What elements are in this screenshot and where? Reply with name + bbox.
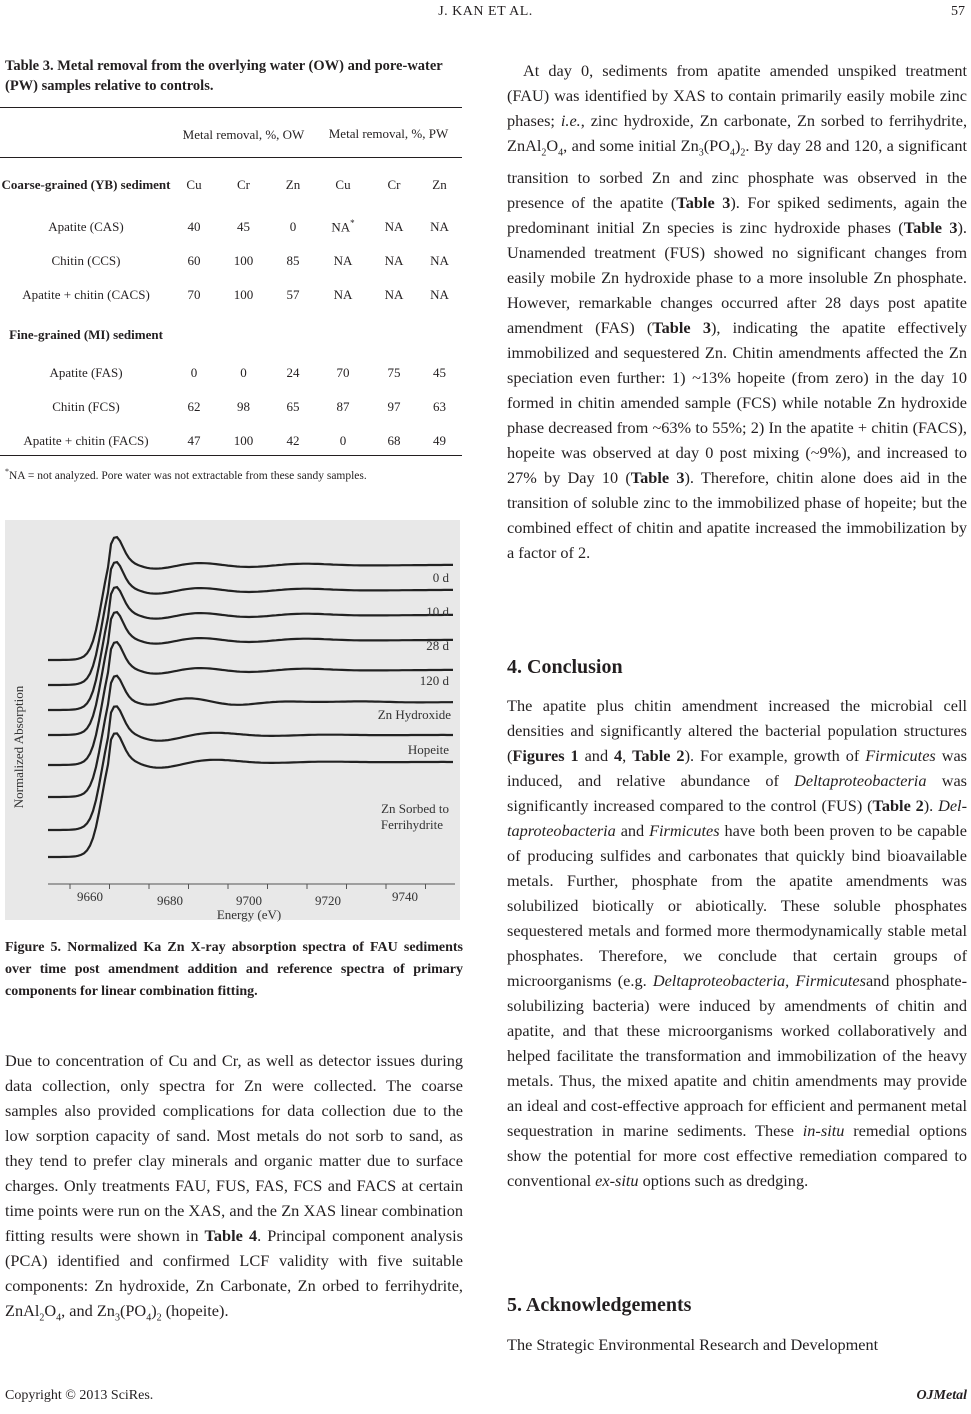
left-paragraph: Due to concentration of Cu and Cr, as well as detector issues during data collection, only spectra for Zn were collected. The coarse samples also provided complications for data collection due to the low sorption capacity of sand. Most metals do not sorb to sand, as they tend to prefer clay minerals and organic matter due to surface charges. Only treatments FAU, FUS, FAS, FCS and FACS at certain time points were run on the XAS, and the Zn XAS linear combination fitting results were shown in Table 4. Principal component analysis (PCA) identified and confirmed LCF validity with five suitable components: Zn hydroxide, Zn Carbonate, Zn orbed to ferrihydrite, $ZnAl_2O_4$, and $Zn_3(PO_4)_2$ (hopeite).	[5, 1051, 463, 1324]
section-label: Coarse-grained (YB) sediment	[1, 177, 171, 192]
header-ow: Metal removal, %, OW	[182, 126, 305, 142]
table-row	[0, 390, 462, 424]
running-header	[0, 4, 971, 24]
series-label: 0 d	[432, 570, 449, 585]
row-label: Apatite (CAS)	[48, 219, 124, 234]
series-label: Zn Sorbed to	[381, 801, 449, 816]
table-group-header	[0, 109, 462, 159]
table-cell: 85	[286, 253, 300, 268]
x-tick-label: 9680	[157, 893, 183, 908]
table-cell: 49	[433, 433, 446, 448]
footnote-mark: *	[5, 467, 9, 476]
row-label: Chitin (FCS)	[52, 399, 120, 414]
table-cell: NA	[384, 287, 404, 302]
x-tick-label: 9660	[77, 889, 103, 904]
table-cell: 40	[187, 219, 201, 234]
table-cell: 63	[433, 399, 446, 414]
copyright: Copyright © 2013 SciRes.	[5, 1388, 154, 1403]
x-tick-label: 9740	[392, 889, 418, 904]
table-cell: NA	[430, 253, 449, 268]
header-pw: Metal removal, %, PW	[328, 126, 449, 141]
table-cell: 60	[187, 253, 201, 268]
section-heading-conclusion: 4. Conclusion	[507, 656, 623, 678]
table-cell: 65	[286, 399, 300, 414]
journal-name: OJMetal	[916, 1388, 967, 1403]
table-cell: 57	[286, 287, 300, 302]
table-cell: 24	[286, 365, 300, 380]
page-number: 57	[951, 4, 965, 19]
table-top-rule	[0, 107, 462, 108]
table-title: Table 3. Metal removal from the overlying water (OW) and pore-water (PW) samples relative to controls.	[5, 58, 443, 94]
section-label: Fine-grained (MI) sediment	[9, 326, 163, 342]
table-cell: 68	[387, 433, 401, 448]
table-cell: 70	[336, 365, 350, 380]
series-label: 10 d	[426, 604, 449, 619]
table-cell: 100	[233, 253, 254, 268]
acknowledgements-text: The Strategic Environmental Research and Development	[507, 1335, 879, 1354]
figure-caption: Figure 5. Normalized Ka Zn X-ray absorption spectra of FAU sediments over time post amendment addition and reference spectra of primary components for linear combination fitting.	[5, 940, 463, 999]
table-cell: 0	[240, 365, 247, 380]
series-label: Zn Hydroxide	[377, 707, 451, 722]
right-paragraph-1: At day 0, sediments from apatite amended unspiked treatment (FAU) was identified by XAS to contain primarily easily mobile zinc phases; i.e., zinc hydroxide, Zn carbonate, Zn sorbed to ferrihydrite, $ZnAl_2O_4$, and some initial $Zn_3(PO_4)_2$. By day 28 and 120, a significant transition to sorbed Zn and zinc phosphate was observed in the presence of the apatite (Table 3). For spiked sediments, again the predominant initial Zn species is zinc hydroxide phases (Table 3). Unamended treatment (FUS) showed no significant changes from easily mobile Zn hydroxide phase to a more insoluble Zn phosphate. However, remarkable changes occurred after 28 days post apatite amendment (FAS) (Table 3), indicating the apatite effectively immobilized and sequestered Zn. Chitin amendments affected the Zn speciation even further: 1) ~13% hopeite (from zero) in the day 10 formed in chitin amended sample (FCS) while notable Zn hydroxide phase decreased from ~63% to 55%; 2) In the apatite + chitin (FACS), hopeite was observed at day 0 post mixing (~9%), and increased to 27% by Day 10 (Table 3). Therefore, chitin alone does aid in the transition of soluble zinc to the immobilized phase of hopeite; but the combined effect of chitin and apatite increased the immobilization by a factor of 2.	[507, 61, 968, 563]
section-heading-acknowledgements: 5. Acknowledgements	[507, 1294, 692, 1316]
x-tick-label: 9700	[236, 893, 262, 908]
table-cell: 87	[336, 399, 350, 414]
table-cell: NA	[384, 253, 404, 268]
table-cell: 75	[387, 365, 401, 380]
table-row	[0, 424, 462, 458]
metal-header: Cr	[387, 176, 401, 192]
table-cell: 45	[433, 365, 446, 380]
table-cell: NA	[430, 219, 449, 234]
figure-5-spectra	[0, 515, 465, 925]
table-cell	[315, 210, 371, 244]
table-cell: 0	[289, 219, 297, 234]
metal-header: Zn	[432, 176, 447, 192]
footnote-text: NA = not analyzed. Pore water was not extractable from these sandy samples.	[9, 469, 367, 482]
row-label: Apatite (FAS)	[49, 365, 123, 380]
table-row	[0, 278, 462, 312]
table-cell: 0	[339, 433, 347, 448]
table-cell: 100	[233, 287, 254, 302]
table-cell: 97	[387, 399, 401, 414]
table-3	[0, 109, 462, 458]
series-label: 120 d	[419, 673, 449, 688]
table-row	[0, 159, 462, 210]
table-cell: 45	[237, 219, 250, 234]
metal-header: Zn	[285, 176, 301, 192]
metal-header: Cu	[186, 176, 202, 192]
table-row	[0, 210, 462, 244]
running-head: J. KAN ET AL.	[438, 4, 533, 19]
x-tick-label: 9720	[315, 893, 341, 908]
table-row	[0, 244, 462, 278]
row-label: Chitin (CCS)	[51, 253, 121, 268]
table-cell: 98	[237, 399, 250, 414]
metal-header: Cu	[335, 176, 351, 192]
footnote-mark: *	[350, 218, 355, 229]
series-label: 28 d	[426, 638, 449, 653]
table-cell: NA	[333, 287, 353, 302]
row-label: Apatite + chitin (FACS)	[23, 433, 149, 448]
metal-header: Cr	[237, 176, 250, 192]
table-cell: 42	[286, 433, 300, 448]
table-footnote	[5, 464, 463, 484]
table-cell: 100	[233, 433, 254, 448]
y-axis-label: Normalized Absorption	[11, 685, 26, 809]
series-label: Ferrihydrite	[380, 817, 443, 832]
table-cell: 70	[187, 287, 201, 302]
table-cell: NA	[430, 287, 449, 302]
row-label: Apatite + chitin (CACS)	[22, 287, 150, 302]
page-footer	[5, 1388, 967, 1404]
table-cell: 62	[187, 399, 201, 414]
table-row	[0, 312, 462, 356]
table-cell: NA	[333, 253, 353, 268]
table-cell: 0	[190, 365, 198, 380]
series-label: Hopeite	[407, 742, 449, 757]
table-cell: NA	[384, 219, 404, 234]
conclusion-paragraph: The apatite plus chitin amendment increased the microbial cell densities and significantly altered the bacterial population structures (Figures 1 and 4, Table 2). For example, growth of Firmicutes was induced, and relative abundance of Deltaproteobacteria was significantly increased compared to the control (FUS) (Table 2). Deltaproteobacteria and Firmicutes have both been proven to be capable of producing sulfides and carbonates that quickly bind bioavailable metals. Further, phosphate from the apatite amendments was solubilized biotically or abiotically. These soluble phosphates sequestered metals and formed more thermodynamically stable metal phosphates. Therefore, we conclude that certain groups of microorganisms (e.g. Deltaproteobacteria, Firmicutesand phosphate-solubilizing bacteria) were induced by amendments of chitin and apatite, and that these microorganisms worked collaboratively and helped facilitate the transformation and immobilization of the heavy metals. Thus, the mixed apatite and chitin amendments may provide an ideal and cost-effective approach for efficient and permanent metal sequestration in marine sediments. These in-situ remedial options show the potential for more cost effective remediation compared to conventional ex-situ options such as dredging.	[507, 696, 968, 1190]
table-cell: 47	[187, 433, 201, 448]
table-row	[0, 356, 462, 390]
x-axis-label: Energy (eV)	[216, 907, 282, 922]
na-value: NA	[331, 219, 351, 235]
